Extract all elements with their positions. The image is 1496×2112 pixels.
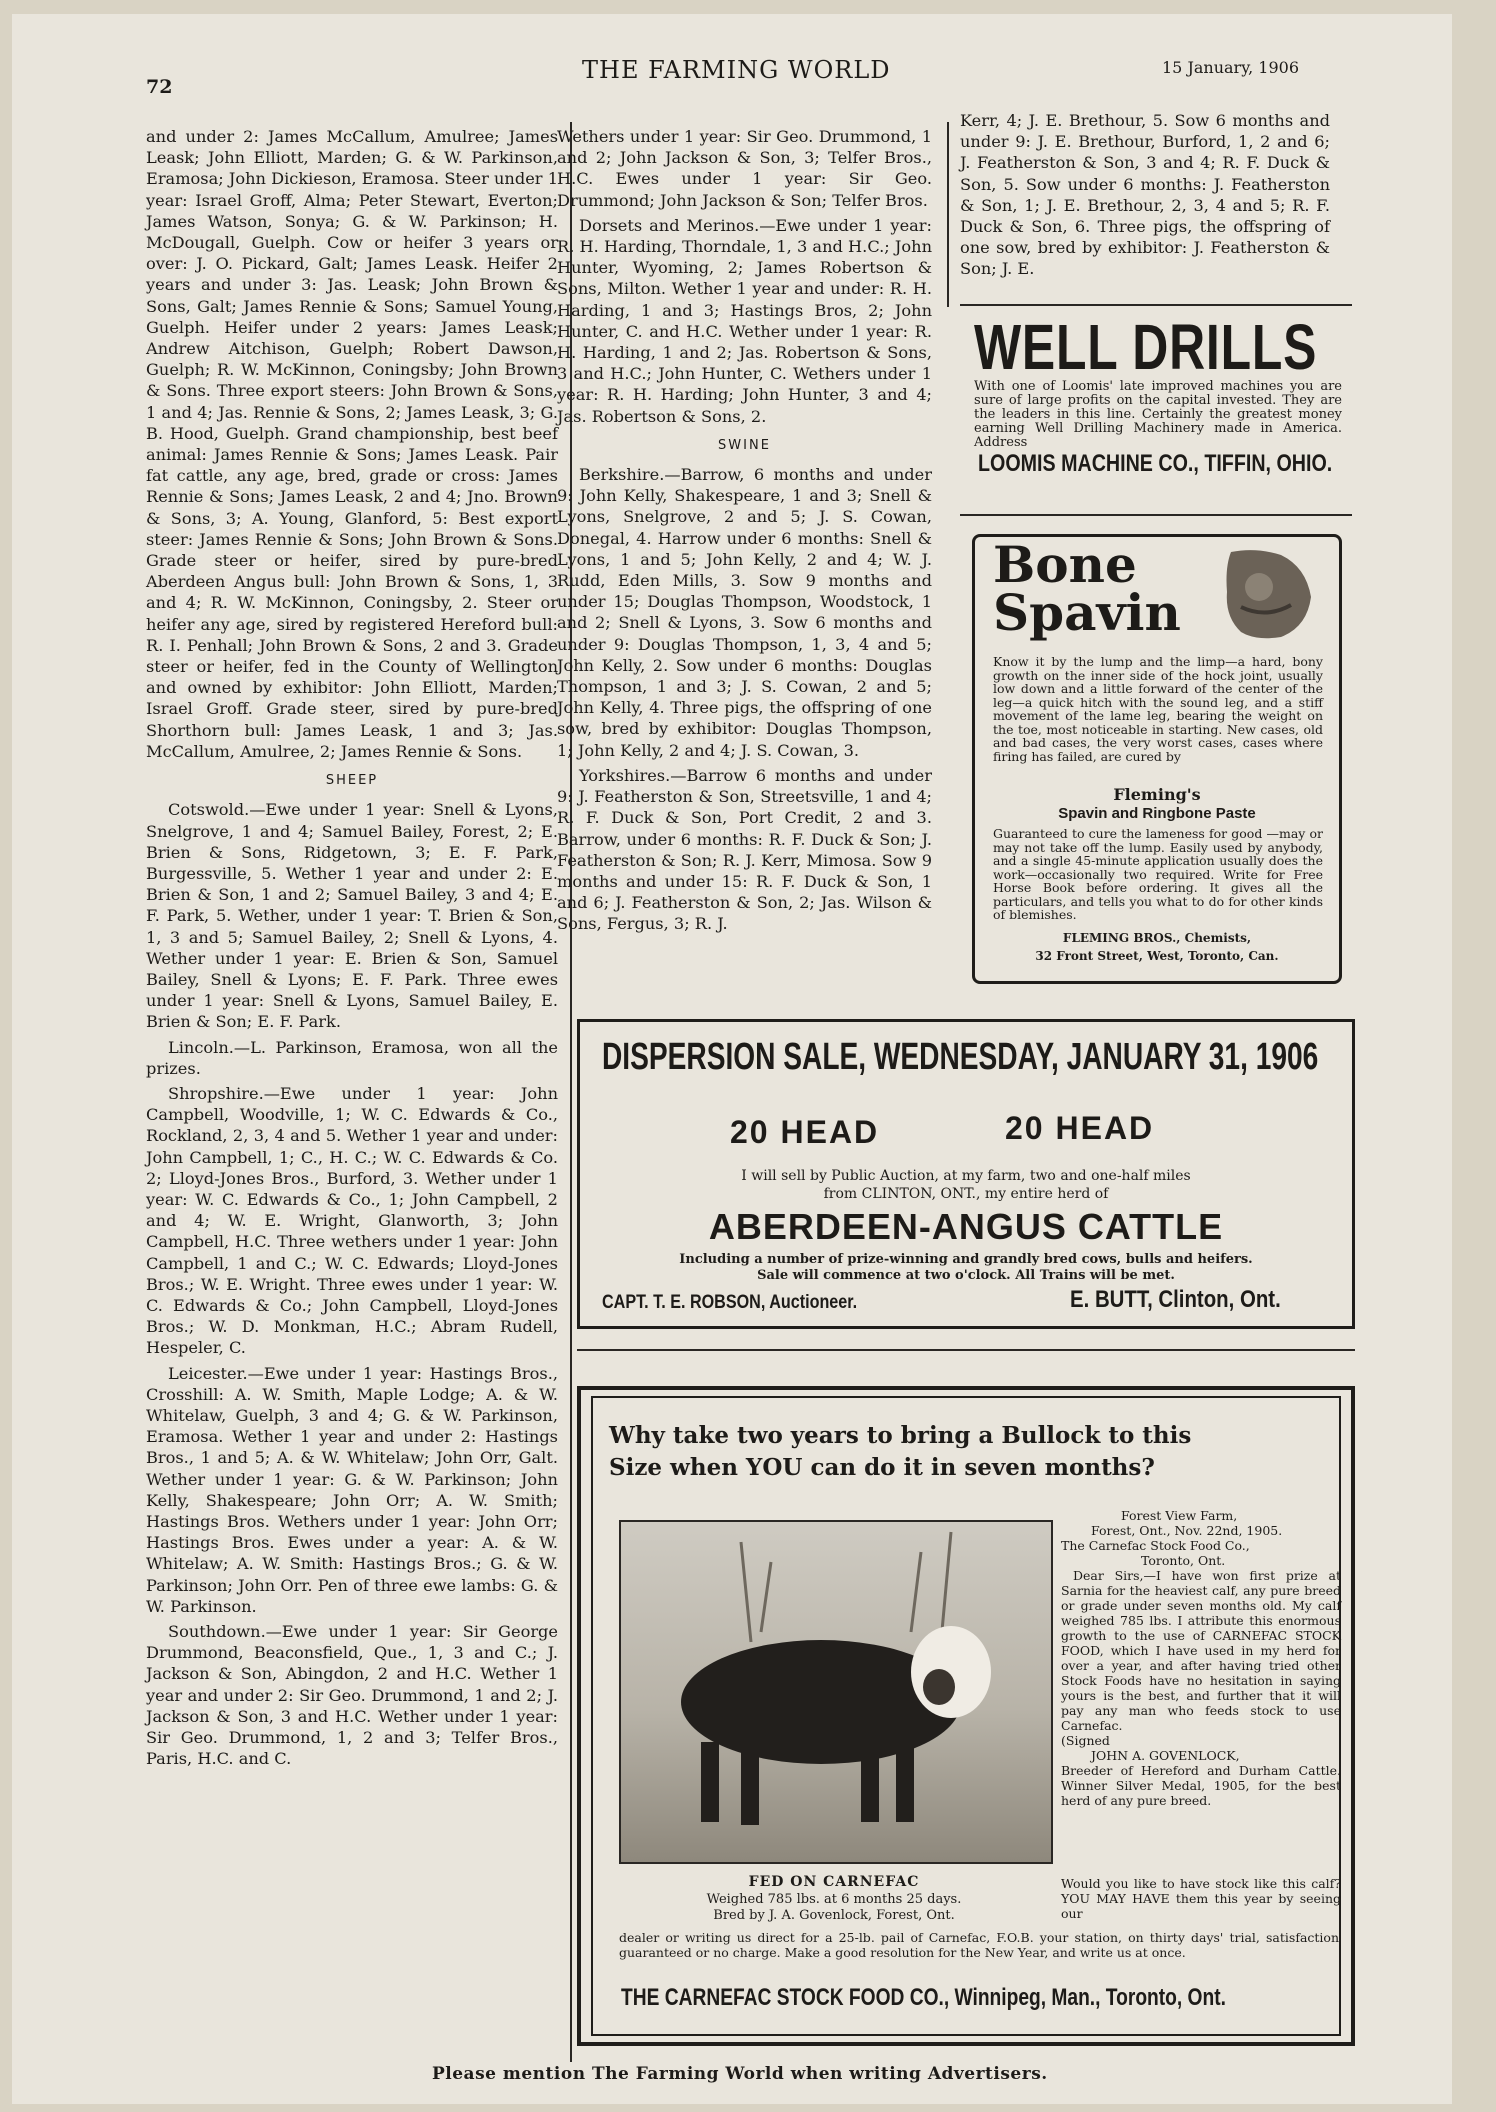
ad-line-4: Sale will commence at two o'clock. All Trains will be met. — [757, 1268, 1175, 1283]
product-name: Fleming's — [1113, 785, 1201, 804]
text-paragraph: Wethers under 1 year: Sir Geo. Drummond, 1 and 2; John Jackson & Son, 3; Telfer Bros., H.C. Ewes under 1 year: Sir Geo. Drummond; John Jackson & Son; Telfer Bros. — [557, 127, 932, 210]
ad-company: LOOMIS MACHINE CO., TIFFIN, OHIO. — [978, 450, 1333, 477]
ad-headline: WELL DRILLS — [974, 311, 1318, 383]
publication-title: THE FARMING WORLD — [582, 56, 891, 84]
bone-spavin-ad — [972, 534, 1342, 984]
text-paragraph: Kerr, 4; J. E. Brethour, 5. Sow 6 months and under 9: J. E. Brethour, Burford, 1, 2 and 6; J. Featherston & Son, 3 and 4; R. F. Duck & Son, 5. Sow under 6 months: J. Featherston & Son, 1; J. E. Brethour, 2, 3, 4 and 5; R. F. Duck & Son, 6. Three pigs, the offspring of one sow, bred by exhibitor: J. Featherston & Son; J. E. — [960, 111, 1330, 279]
ad-company: THE CARNEFAC STOCK FOOD CO., Winnipeg, Man., Toronto, Ont. — [621, 1984, 1226, 2011]
text-paragraph: Cotswold.—Ewe under 1 year: Snell & Lyons, Snelgrove, 1 and 4; Samuel Bailey, Forest, 2; E. Brien & Sons, Ridgetown, 3; E. F. Park, Burgessville, 5. Wether 1 year and under 2: E. Brien & Son, 1 and 2; Samuel Bailey, 3 and 4; E. F. Park, 5. Wether, under 1 year: T. Brien & Son, 1, 3 and 5; Samuel Bailey, 2; Snell & Lyons, 4. Wether under 1 year: E. Brien & Son, Samuel Bailey, Snell & Lyons; E. F. Park. Three ewes under 1 year: Snell & Lyons, Samuel Bailey, E. Brien & Son; E. F. Park. — [146, 800, 558, 1032]
offer-text-2: dealer or writing us direct for a 25-lb. pail of Carnefac, F.O.B. your station, on thirty days' trial, satisfaction guaranteed or no charge. Make a good resolution for the New Year, and write us at once. — [619, 1930, 1339, 1960]
ad-headline: DISPERSION SALE, WEDNESDAY, JANUARY 31, 1906 — [602, 1036, 1319, 1078]
text-paragraph: Shropshire.—Ewe under 1 year: John Campbell, Woodville, 1; W. C. Edwards & Co., Rockland, 2, 3, 4 and 5. Wether 1 year and under: John Campbell, 1; C., H. C.; W. C. Edwards & Co. 2; Lloyd-Jones Bros., Burford, 3. Wether under 1 year: W. C. Edwards & Co., 1; John Campbell, 2 and 4; W. E. Wright, Glanworth, 3; John Campbell, H.C. Three wethers under 1 year: John Campbell, 1 and C.; W. C. Edwards; Lloyd-Jones Bros.; W. E. Wright. Three ewes under 1 year: W. C. Edwards & Co.; John Campbell, Lloyd-Jones Bros.; W. D. Monkman, H.C.; Abram Rudell, Hespeler, C. — [146, 1083, 558, 1358]
ad-maker: FLEMING BROS., Chemists, — [1062, 931, 1252, 945]
photo-caption-title: FED ON CARNEFAC — [748, 1874, 920, 1890]
ad-line-1: I will sell by Public Auction, at my farm, two and one-half miles — [741, 1168, 1191, 1184]
middle-column — [557, 126, 932, 939]
issue-date: 15 January, 1906 — [1162, 58, 1299, 77]
text-paragraph: Dorsets and Merinos.—Ewe under 1 year: R. H. Harding, Thorndale, 1, 3 and H.C.; John Hunter, Wyoming, 2; James Robertson & Sons, Milton. Wether 1 year and under: R. H. Harding, 1 and 3; Hastings Bros, 2; John Hunter, C. and H.C. Wether under 1 year: R. H. Harding, 1 and 2; Jas. Robertson & Sons, 3 and H.C.; John Hunter, C. Wethers under 1 year: R. H. Harding; John Hunter, 3 and 4; Jas. Robertson & Sons, 2. — [557, 215, 932, 426]
head-count-right: 20 HEAD — [1005, 1110, 1155, 1146]
page-footer: Please mention The Farming World when writing Advertisers. — [432, 2064, 1048, 2084]
bullock-illustration — [621, 1522, 1051, 1862]
text-paragraph: Southdown.—Ewe under 1 year: Sir George Drummond, Beaconsfield, Que., 1, 3 and C.; J. Jackson & Son, Abingdon, 2 and H.C. Wether 1 year and under 2: Sir Geo. Drummond, 1 and 2; J. Jackson & Son, 3 and H.C. Wether under 1 year: Sir Geo. Drummond, 1, 2 and 3; Telfer Bros., Paris, H.C. and C. — [146, 1622, 558, 1769]
product-subtitle: Spavin and Ringbone Paste — [1058, 805, 1256, 822]
photo-caption-weight: Weighed 785 lbs. at 6 months 25 days. — [706, 1892, 962, 1907]
column-rule-right — [947, 122, 949, 307]
ad-headline: Why take two years to bring a Bullock to this Size when YOU can do it in seven months? — [609, 1422, 1192, 1481]
text-paragraph: and under 2: James McCallum, Amulree; James Leask; John Elliott, Marden; G. & W. Parkinson, Eramosa; John Dickieson, Eramosa. Steer under 1 year: Israel Groff, Alma; Peter Stewart, Everton; James Watson, Sonya; G. & W. Parkinson; H. McDougall, Guelph. Cow or heifer 3 years or over: J. O. Pickard, Galt; James Leask. Heifer 2 years and under 3: Jas. Leask; John Brown & Sons, Galt; James Rennie & Sons; Samuel Young, Guelph. Heifer under 2 years: James Leask; Andrew Aitchison, Guelph; Robert Dawson, Guelph; R. W. McKinnon, Coningsby; John Brown & Sons. Three export steers: John Brown & Sons, 1 and 4; Jas. Rennie & Sons, 2; James Leask, 3; G. B. Hood, Guelph. Grand championship, best beef animal: James Rennie & Sons; James Leask. Pair fat cattle, any age, bred, grade or cross: James Rennie & Sons; James Leask, 2 and 4; Jno. Brown & Sons, 3; A. Young, Glanford, 5: Best export steer: James Rennie & Sons; John Brown & Sons. Grade steer or heifer, sired by pure-bred Aberdeen Angus bull: John Brown & Sons, 1, 3 and 4; R. W. McKinnon, Coningsby, 2. Steer or heifer any age, sired by registered Hereford bull: R. I. Penhall; John Brown & Sons, 2 and 3. Grade steer or heifer, fed in the County of Wellington and owned by exhibitor: John Elliott, Marden; Israel Groff. Grade steer, sired by pure-bred Shorthorn bull: James Leask, 1 and 3; Jas. McCallum, Amulree, 2; James Rennie & Sons. — [146, 127, 558, 761]
bullock-photo — [619, 1520, 1053, 1864]
ad-address: 32 Front Street, West, Toronto, Can. — [1035, 949, 1279, 963]
offer-text: Would you like to have stock like this calf? YOU MAY HAVE them this year by seeing our — [1061, 1876, 1341, 1921]
text-paragraph: Leicester.—Ewe under 1 year: Hastings Bros., Crosshill: A. W. Smith, Maple Lodge; A. & W. Whitelaw, Guelph, 3 and 4; G. & W. Parkinson, Eramosa. Wether 1 year and under 2: Hastings Bros., 1 and 5; A. & W. Whitelaw; John Orr, Galt. Wether under 1 year: G. & W. Parkinson; John Kelly, Shakespeare; John Orr; A. W. Smith; Hastings Bros. Wethers under 1 year: John Orr; Hastings Bros. Ewes under a year: A. & W. Whitelaw; A. W. Smith: Hastings Bros.; G. & W. Parkinson; John Orr. Pen of three ewe lambs: G. & W. Parkinson. — [146, 1363, 558, 1616]
ad-line-3: Including a number of prize-winning and grandly bred cows, bulls and heifers. — [679, 1252, 1253, 1267]
ad-headline: Bone Spavin — [993, 535, 1181, 642]
cattle-breed: ABERDEEN-ANGUS CATTLE — [708, 1206, 1224, 1247]
text-paragraph: Lincoln.—L. Parkinson, Eramosa, won all the prizes. — [146, 1037, 558, 1078]
hock-joint-illustration — [1211, 547, 1321, 642]
dispersion-sale-ad — [577, 1019, 1355, 1329]
photo-caption-breeder: Bred by J. A. Govenlock, Forest, Ont. — [713, 1908, 955, 1923]
right-column — [960, 110, 1330, 284]
testimonial-letter: Forest View Farm, Forest, Ont., Nov. 22nd, 1905. The Carnefac Stock Food Co., Toronto, Ont. Dear Sirs,—I have won first prize at Sarnia for the heaviest calf, any pure breed or grade under seven months old. My calf weighed 785 lbs. I attribute this enormous growth to the use of CARNEFAC STOCK FOOD, which I have used in my herd for over a year, and after having tried other Stock Foods have no hesitation in saying yours is the best, and further that it will pay any man who feeds stock to use Carnefac. (Signed JOHN A. GOVENLOCK, Breeder of Hereford and Durham Cattle. Winner Silver Medal, 1905, for the best herd of any pure breed. — [1061, 1508, 1341, 1808]
text-paragraph: Berkshire.—Barrow, 6 months and under 9: John Kelly, Shakespeare, 1 and 3; Snell & Lyons, Snelgrove, 2 and 5; J. S. Cowan, Donegal, 4. Harrow under 6 months: Snell & Lyons, 1 and 5; John Kelly, 2 and 4; W. J. Rudd, Eden Mills, 3. Sow 9 months and under 15; Douglas Thompson, Woodstock, 1 and 2; Snell & Lyons, 3. Sow 6 months and under 9: Douglas Thompson, 1, 3, 4 and 5; John Kelly, 2. Sow under 6 months: Douglas Thompson, 1 and 3; J. S. Cowan, 2 and 5; John Kelly, 4. Three pigs, the offspring of one sow, bred by exhibitor: Douglas Thompson, 1; John Kelly, 2 and 4; J. S. Cowan, 3. — [557, 465, 932, 760]
ad-body: Know it by the lump and the limp—a hard, bony growth on the inner side of the hock joint, usually low down and a little forward of the center of the leg—a quick hitch with the sound leg, and a stiff movement of the lame leg, bearing the weight on the toe, most noticeable in starting. New cases, old and bad cases, the very worst cases, cases where firing has failed, are cured by — [993, 654, 1323, 764]
auctioneer: CAPT. T. E. ROBSON, Auctioneer. — [602, 1292, 858, 1313]
ad-body: With one of Loomis' late improved machines you are sure of large profits on the capital invested. They are the leaders in this line. Certainly the greatest money earning Well Drilling Machinery made in America. Address — [974, 379, 1342, 450]
section-heading-sheep: SHEEP — [325, 773, 379, 789]
left-column — [146, 126, 558, 1773]
section-heading-swine: SWINE — [718, 437, 771, 453]
page-number: 72 — [146, 76, 173, 98]
carnefac-ad — [577, 1386, 1355, 2046]
text-paragraph: Yorkshires.—Barrow 6 months and under 9: J. Featherston & Son, Streetsville, 1 and 4; R. F. Duck & Son, Port Credit, 2 and 3. Barrow, under 6 months: R. F. Duck & Son; J. Featherston & Son; R. J. Kerr, Mimosa. Sow 9 months and under 15: R. F. Duck & Son, 1 and 6; J. Featherston & Son, 2; Jas. Wilson & Sons, Fergus, 3; R. J. — [557, 765, 932, 934]
head-count-left: 20 HEAD — [730, 1114, 880, 1150]
newspaper-page — [12, 14, 1452, 2104]
ad-line-2: from CLINTON, ONT., my entire herd of — [823, 1186, 1109, 1202]
ad-body-2: Guaranteed to cure the lameness for good —may or may not take off the lump. Easily used by anybody, and a single 45-minute application usually does the work—occasionally two required. Write for Free Horse Book before ordering. It gives all the particulars, and tells you what to do for other kinds of blemishes. — [993, 826, 1323, 922]
seller: E. BUTT, Clinton, Ont. — [1070, 1286, 1281, 1313]
well-drills-ad — [962, 310, 1352, 520]
